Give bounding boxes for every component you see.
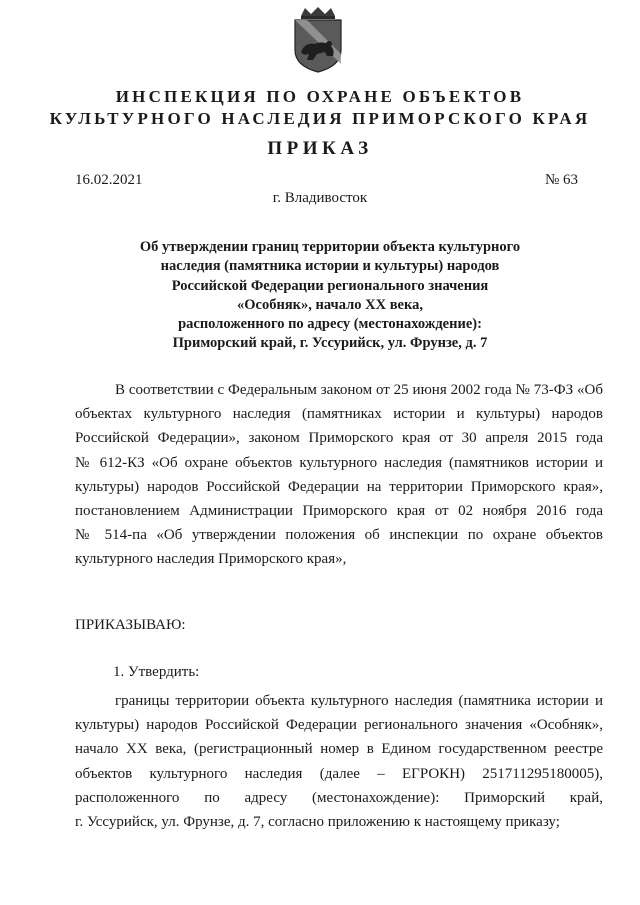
item-1-line: культуры) народов Российской Федерации регионального значения «Особняк», [75,717,603,734]
preamble-line: объектах культурного наследия (памятниках истории и культуры) народов [75,406,603,423]
document-number: № 63 [544,172,578,188]
preamble-line: В соответствии с Федеральным законом от 25 июня 2002 года № 73-ФЗ «Об [115,382,603,398]
document-type: ПРИКАЗ [267,138,373,159]
preamble-line: № 514-па «Об утверждении положения об инспекции по охране объектов [75,527,603,544]
agency-name-line1: ИНСПЕКЦИЯ ПО ОХРАНЕ ОБЪЕКТОВ [115,87,525,106]
item-1-line: начало XX века, (регистрационный номер в Едином государственном реестре [75,741,603,758]
subject-line: расположенного по адресу (местонахождение): [178,316,482,333]
document-subject [90,238,570,354]
preamble-line: Российской Федерации», законом Приморского края от 30 апреля 2015 года [75,430,603,447]
item-1-line: расположенного по адресу (местонахождение): Приморский край, [75,789,603,806]
subject-line: «Особняк», начало XX века, [237,296,423,313]
subject-line: наследия (памятника истории и культуры) народов [160,258,500,275]
document-date: 16.02.2021 [75,172,143,188]
preamble-line: № 612-КЗ «Об охране объектов культурного наследия (памятников истории и [75,454,603,471]
subject-line: Об утверждении границ территории объекта культурного [139,239,521,255]
preamble-line: постановлением Администрации Приморского края от 02 ноября 2016 года [75,502,603,519]
item-1-line: границы территории объекта культурного наследия (памятника истории и [115,693,603,709]
preamble-paragraph [75,378,603,572]
item-1-paragraph [75,689,603,834]
agency-name-line2: КУЛЬТУРНОГО НАСЛЕДИЯ ПРИМОРСКОГО КРАЯ [49,109,591,128]
item-1-line: г. Уссурийск, ул. Фрунзе, д. 7, согласно приложению к настоящему приказу; [75,813,560,830]
item-1-label: 1. Утвердить: [113,664,200,680]
subject-line: Приморский край, г. Уссурийск, ул. Фрунзе, д. 7 [172,335,488,352]
preamble-line: культуры) народов Российской Федерации на территории Приморского края», [75,478,603,495]
document-city: г. Владивосток [272,190,368,206]
order-word: ПРИКАЗЫВАЮ: [75,617,186,633]
item-1-line: объектов культурного наследия (далее – ЕГРОКН) 251711295180005), [75,765,603,782]
preamble-line: культурного наследия Приморского края», [75,551,347,568]
coat-of-arms-icon [287,6,349,74]
subject-line: Российской Федерации регионального значения [171,277,489,294]
